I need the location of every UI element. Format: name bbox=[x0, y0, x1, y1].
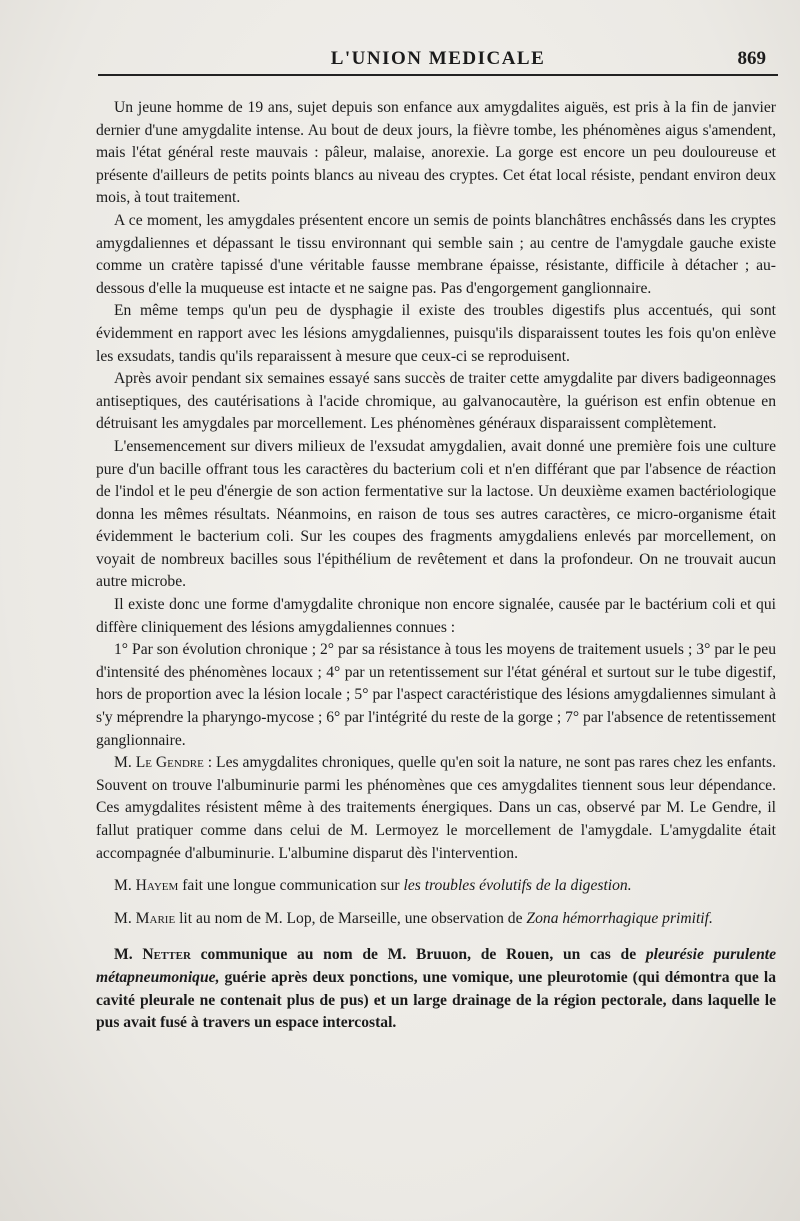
paragraph-8 bbox=[96, 752, 776, 865]
paragraph-10 bbox=[96, 908, 776, 931]
page-number: 869 bbox=[737, 48, 766, 69]
paragraph-7: 1° Par son évolution chronique ; 2° par sa résistance à tous les moyens de traitement usuels ; 3° par le peu d'intensité des phénomènes locaux ; 4° par un retentissement sur l'état général et surtout sur le tube digestif, hors de proportion avec la lésion locale ; 5° par l'aspect caractéristique des lésions amygdaliennes simulant à s'y méprendre la pharyngo-mycose ; 6° par l'intégrité du reste de la gorge ; 7° par l'absence de retentissement ganglionnaire. bbox=[96, 641, 776, 749]
speaker-netter: M. Netter bbox=[114, 946, 191, 964]
paragraph-11 bbox=[96, 944, 776, 1034]
paragraph-11-text-1: communique au nom de M. Bruuon, de Rouen, un cas de bbox=[190, 946, 646, 964]
paragraph-5: L'ensemencement sur divers milieux de l'exsudat amygdalien, avait donné une première fois une culture pure d'un bacille offrant tous les caractères du bacterium coli et n'en différant que par l'absence de réaction de l'indol et le peu d'énergie de son action fermentative sur la lactose. Un deuxième examen bactériologique donna les mêmes résultats. Néanmoins, en raison de tous ses autres caractères, ce micro-organisme était évidemment le bacterium coli. Sur les coupes des fragments amygdaliens enlevés par morcellement, on voyait de nombreux bacilles sous l'épithélium de revêtement et dans la profondeur. On ne trouvait aucun autre microbe. bbox=[96, 437, 776, 591]
article-body bbox=[96, 97, 776, 1035]
paragraph-9 bbox=[96, 875, 776, 898]
speaker-hayem: M. Hayem bbox=[114, 877, 179, 895]
paragraph-9-title: les troubles évolutifs de la digestion. bbox=[403, 877, 632, 895]
paragraph-8-text: Les amygdalites chroniques, quelle qu'en soit la nature, ne sont pas rares chez les enfants. Souvent on trouve l'albuminurie parmi les phénomènes que ces amygdalites tiennent sous leur dépendance. Ces amygdalites résistent même à des traitements énergiques. Dans un cas, observé par M. Le Gendre, il fallut pratiquer comme dans celui de M. Lermoyez le morcellement de l'amygdale. L'amygdalite était accompagnée d'albuminurie. L'albumine disparut dès l'intervention. bbox=[96, 754, 776, 862]
paragraph-4: Après avoir pendant six semaines essayé sans succès de traiter cette amygdalite par divers badigeonnages antiseptiques, des cautérisations à l'acide chromique, au galvanocautère, la guérison est enfin obtenue en détruisant les amygdales par morcellement. Les phénomènes généraux disparaissent complètement. bbox=[96, 370, 776, 433]
speaker-marie: M. Marie bbox=[114, 909, 176, 927]
paragraph-9-text: fait une longue communication sur bbox=[178, 877, 404, 895]
paragraph-11-text-2: guérie après deux ponctions, une vomique, une pleurotomie (qui démontra que la cavité pleurale ne contenait plus de pus) et un large drainage de la région pectorale, dans laquelle le pus avait fusé à travers un espace intercostal. bbox=[96, 968, 776, 1032]
running-head: L'UNION MEDICALE bbox=[330, 48, 546, 69]
paragraph-11-title: pleurésie purulente métapneumonique, bbox=[96, 946, 777, 986]
paragraph-1: Un jeune homme de 19 ans, sujet depuis son enfance aux amygdalites aiguës, est pris à la fin de janvier dernier d'une amygdalite intense. Au bout de deux jours, la fièvre tombe, les phénomènes aigus s'amendent, mais l'état général reste mauvais : pâleur, malaise, anorexie. La gorge est encore un peu douloureuse et présente d'ailleurs de petits points blancs au niveau des cryptes. Cet état local résiste, pendant environ deux mois, à tout traitement. bbox=[96, 99, 776, 207]
page-header bbox=[98, 44, 778, 76]
paragraph-10-text: lit au nom de M. Lop, de Marseille, une observation de bbox=[175, 909, 527, 927]
paragraph-3: En même temps qu'un peu de dysphagie il existe des troubles digestifs plus accentués, qui sont évidemment en rapport avec les lésions amygdaliennes, puisqu'ils disparaissent toutes les fois qu'on enlève les exsudats, tandis qu'ils reparaissent à mesure que ceux-ci se reproduisent. bbox=[96, 302, 776, 365]
paragraph-10-title: Zona hémorrhagique primitif. bbox=[526, 909, 713, 927]
speaker-le-gendre: M. Le Gendre : bbox=[114, 754, 213, 772]
paragraph-6: Il existe donc une forme d'amygdalite chronique non encore signalée, causée par le bactérium coli et qui diffère cliniquement des lésions amygdaliennes connues : bbox=[96, 596, 776, 636]
header-rule bbox=[98, 74, 778, 76]
paragraph-2: A ce moment, les amygdales présentent encore un semis de points blanchâtres enchâssés dans les cryptes amygdaliennes et dépassant le tissu environnant qui semble sain ; au centre de l'amygdale gauche existe comme un cratère tapissé d'une véritable fausse membrane épaisse, résistante, difficile à détacher ; au-dessous d'elle la muqueuse est intacte et ne saigne pas. Pas d'engorgement ganglionnaire. bbox=[96, 211, 776, 297]
